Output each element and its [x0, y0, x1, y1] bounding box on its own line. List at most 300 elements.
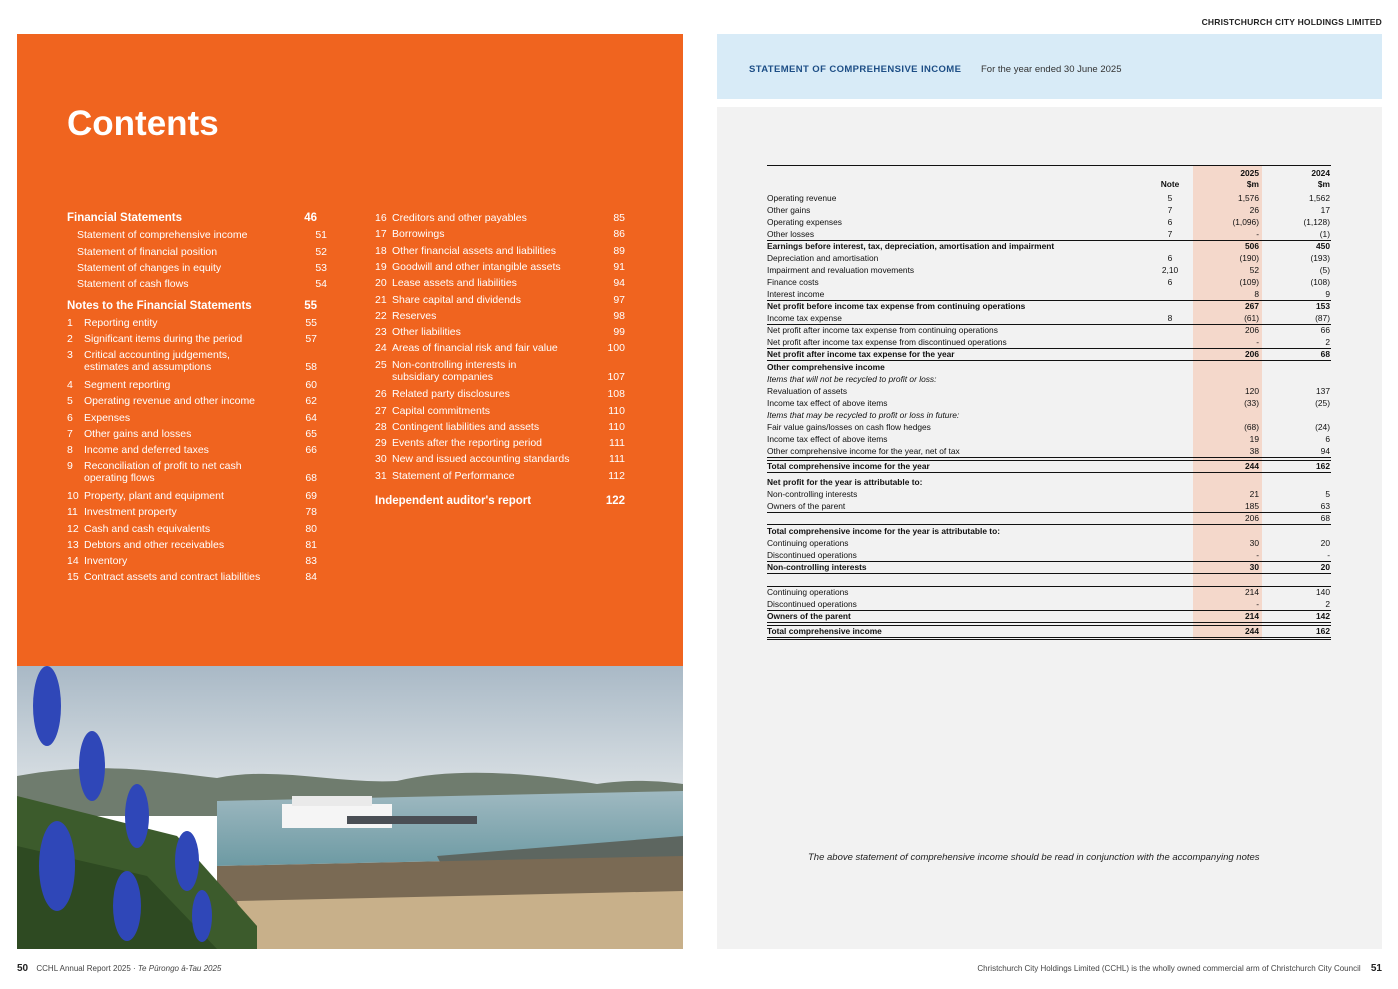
col-header-2024: 2024 [1311, 168, 1330, 178]
table-rule [767, 348, 1331, 349]
toc-entry-label-line: Contract assets and contract liabilities [84, 571, 261, 584]
toc-entry-page: 64 [305, 411, 317, 424]
toc-entry-label [392, 212, 595, 224]
toc-entry-number: 10 [67, 489, 79, 502]
row-value-2025: 506 [1245, 241, 1259, 251]
row-label: Non-controlling interests [767, 489, 858, 499]
toc-entry[interactable] [67, 444, 317, 456]
toc-entry-label [84, 333, 287, 345]
row-value-2025: - [1256, 229, 1259, 239]
toc-entry-label [392, 261, 595, 273]
toc-entry-label [84, 523, 287, 535]
statement-row [767, 625, 1331, 637]
toc-entry-page: 81 [305, 538, 317, 551]
row-label: Operating expenses [767, 217, 842, 227]
statement-row [767, 348, 1331, 360]
toc-entry-label-line: Other financial assets and liabilities [392, 244, 557, 257]
toc-entry-number: 26 [375, 388, 387, 401]
toc-entry[interactable] [67, 428, 317, 440]
row-label: Depreciation and amortisation [767, 253, 879, 263]
toc-entry-page: 111 [609, 453, 625, 466]
row-value-2024: 20 [1320, 538, 1330, 548]
toc-entry-label [392, 453, 595, 465]
toc-entry-label [84, 460, 287, 484]
toc-entry-number: 1 [67, 316, 73, 329]
toc-entry-page: 98 [613, 309, 625, 322]
toc-entry[interactable] [67, 539, 317, 551]
toc-entry-label [67, 212, 287, 224]
toc-entry-label-line: Operating revenue and other income [84, 395, 256, 408]
row-value-2025: 206 [1245, 349, 1259, 359]
statement-row [767, 336, 1331, 348]
toc-entry-page: 62 [305, 395, 317, 408]
toc-entry-label [67, 300, 287, 312]
row-label: Other comprehensive income [767, 362, 885, 372]
row-label: Income tax effect of above items [767, 398, 888, 408]
row-value-2025: 206 [1245, 513, 1259, 523]
row-note: 2,10 [1161, 265, 1179, 275]
toc-entry-page: 85 [613, 212, 625, 224]
toc-entry-label-line: Independent auditor's report [375, 495, 532, 507]
statement-title: STATEMENT OF COMPREHENSIVE INCOME [749, 64, 962, 75]
table-header-row-units [767, 178, 1331, 190]
toc-entry-label-line: Inventory [84, 555, 128, 568]
toc-entry[interactable] [67, 317, 317, 329]
table-top-rule [767, 165, 1331, 166]
row-value-2025: 52 [1249, 265, 1259, 275]
toc-entry-label-line: Financial Statements [67, 212, 183, 224]
table-rule [767, 460, 1331, 461]
toc-entry[interactable] [67, 246, 327, 258]
toc-entry-page: 100 [607, 342, 625, 355]
toc-entry[interactable] [67, 229, 327, 241]
row-note: 5 [1167, 193, 1173, 203]
toc-entry-label [84, 379, 287, 391]
statement-row [767, 312, 1331, 324]
toc-entry-number: 6 [67, 411, 73, 424]
row-label: Income tax effect of above items [767, 434, 888, 444]
row-value-2025: 21 [1249, 489, 1259, 499]
toc-entry[interactable] [375, 359, 625, 383]
statement-row [767, 421, 1331, 433]
col-header-note: Note [1160, 179, 1180, 189]
toc-entry-label-line: Share capital and dividends [392, 293, 522, 306]
toc-entry-label-line: Reconciliation of profit to net cash [84, 460, 242, 473]
toc-entry-number: 5 [67, 395, 73, 408]
row-value-2024: 9 [1325, 289, 1330, 299]
toc-entry[interactable] [67, 278, 327, 290]
statement-row [767, 409, 1331, 421]
toc-entry-number: 27 [375, 404, 387, 417]
toc-entry-label [84, 555, 287, 567]
toc-entry-label-line: Reporting entity [84, 316, 158, 329]
toc-entry[interactable] [375, 228, 625, 240]
toc-entry[interactable] [375, 310, 625, 322]
row-value-2024: (193) [1310, 253, 1330, 263]
toc-entry-number: 24 [375, 342, 387, 355]
toc-entry-page: 51 [315, 229, 327, 242]
footer-right [977, 963, 1382, 974]
toc-entry-label [77, 229, 297, 241]
toc-entry-label [84, 506, 287, 518]
row-label: Fair value gains/losses on cash flow hedges [767, 422, 931, 432]
contents-panel [17, 34, 683, 666]
row-value-2025: (33) [1244, 398, 1259, 408]
toc-entry[interactable] [375, 342, 625, 354]
toc-entry-label-line: Creditors and other payables [392, 212, 527, 224]
toc-entry-label [84, 571, 287, 583]
toc-entry-page: 83 [305, 555, 317, 568]
toc-entry-number: 19 [375, 260, 387, 273]
row-value-2024: 68 [1320, 349, 1330, 359]
statement-row [767, 373, 1331, 385]
statement-row [767, 586, 1331, 598]
toc-entry[interactable] [67, 395, 317, 407]
toc-entry-label-line: Notes to the Financial Statements [67, 299, 252, 312]
toc-entry-page: 89 [613, 244, 625, 257]
toc-entry-number: 4 [67, 378, 73, 391]
row-value-2024: 142 [1316, 611, 1330, 621]
statement-row [767, 216, 1331, 228]
toc-entry-label [84, 412, 287, 424]
table-rule [767, 472, 1331, 473]
row-value-2025: 267 [1245, 301, 1259, 311]
toc-entry-label-line: Critical accounting judgements, [84, 349, 230, 362]
statement-row [767, 361, 1331, 373]
toc-entry-label [84, 539, 287, 551]
row-value-2024: 66 [1320, 325, 1330, 335]
toc-entry-page: 86 [613, 228, 625, 241]
toc-entry-number: 20 [375, 277, 387, 290]
row-value-2025: (61) [1244, 313, 1259, 323]
statement-title-band [717, 34, 1382, 99]
toc-entry-label-line: Areas of financial risk and fair value [392, 342, 558, 355]
toc-entry[interactable] [375, 470, 625, 482]
row-label: Other losses [767, 229, 815, 239]
row-value-2024: 20 [1320, 562, 1330, 572]
statement-row [767, 324, 1331, 336]
footer-report-title-maori: Te Pūrongo ā-Tau 2025 [137, 964, 222, 973]
row-value-2024: 153 [1316, 301, 1330, 311]
toc-section[interactable] [67, 212, 317, 224]
row-note: 6 [1167, 217, 1173, 227]
statement-row [767, 488, 1331, 500]
toc-entry-label-line: Expenses [84, 411, 131, 424]
row-value-2024: 450 [1316, 241, 1330, 251]
page-number-right: 51 [1370, 963, 1382, 974]
toc-entry[interactable] [67, 506, 317, 518]
row-value-2025: 244 [1245, 461, 1259, 471]
statement-row [767, 264, 1331, 276]
toc-entry-label-line: Events after the reporting period [392, 437, 543, 450]
row-label: Net profit for the year is attributable to: [767, 477, 923, 487]
toc-entry-label-line: Related party disclosures [392, 388, 510, 401]
toc-entry-page: 55 [304, 299, 317, 312]
toc-entry[interactable] [375, 453, 625, 465]
row-value-2024: 68 [1320, 513, 1330, 523]
toc-entry[interactable] [375, 437, 625, 449]
row-label: Items that will not be recycled to profit or loss: [767, 374, 937, 384]
row-label: Operating revenue [767, 193, 837, 203]
toc-entry-number: 11 [67, 506, 78, 519]
toc-entry-page: 91 [613, 260, 625, 273]
row-value-2025: 214 [1245, 587, 1259, 597]
row-label: Net profit after income tax expense for the year [767, 349, 955, 359]
row-value-2024: 140 [1316, 587, 1330, 597]
toc-entry-label [392, 310, 595, 322]
toc-entry[interactable] [67, 412, 317, 424]
statement-row [767, 385, 1331, 397]
toc-entry-number: 9 [67, 460, 73, 473]
toc-entry[interactable] [375, 294, 625, 306]
toc-entry-number: 31 [375, 469, 387, 482]
table-rule [767, 240, 1331, 241]
toc-entry-label [392, 342, 595, 354]
toc-entry-label-line: Borrowings [392, 228, 445, 241]
toc-section[interactable] [375, 495, 625, 507]
statement-row [767, 433, 1331, 445]
statement-row [767, 598, 1331, 610]
toc-entry[interactable] [375, 277, 625, 289]
toc-entry-page: 69 [305, 489, 317, 502]
statement-footnote: The above statement of comprehensive income should be read in conjunction with the accompanying notes [808, 852, 1260, 863]
toc-entry-page: 60 [305, 378, 317, 391]
toc-entry-label [392, 245, 595, 257]
row-value-2025: - [1256, 550, 1259, 560]
contents-title: Contents [67, 104, 219, 143]
row-label: Continuing operations [767, 587, 849, 597]
toc-entry-label-line: New and issued accounting standards [392, 453, 570, 466]
row-label: Income tax expense [767, 313, 842, 323]
row-value-2024: (24) [1315, 422, 1330, 432]
row-value-2025: (190) [1239, 253, 1259, 263]
toc-entry-number: 3 [67, 349, 73, 362]
page-number-left: 50 [17, 963, 29, 974]
toc-entry-page: 110 [608, 404, 625, 417]
row-value-2025: 206 [1245, 325, 1259, 335]
toc-entry-label-line: Significant items during the period [84, 333, 243, 346]
statement-row [767, 537, 1331, 549]
toc-entry[interactable] [375, 326, 625, 338]
toc-entry-page: 66 [305, 444, 317, 457]
row-label: Net profit after income tax expense from discontinued operations [767, 337, 1007, 347]
toc-entry-label [392, 228, 595, 240]
toc-entry-label [392, 388, 595, 400]
statement-row [767, 204, 1331, 216]
toc-entry-label-line: Investment property [84, 506, 177, 519]
toc-entry[interactable] [375, 245, 625, 257]
toc-entry[interactable] [67, 349, 317, 373]
statement-row [767, 512, 1331, 524]
row-label: Other comprehensive income for the year, net of tax [767, 446, 960, 456]
toc-entry-label-line: Property, plant and equipment [84, 489, 224, 502]
row-value-2025: - [1256, 337, 1259, 347]
toc-entry-page: 46 [304, 212, 317, 224]
toc-entry[interactable] [67, 523, 317, 535]
row-value-2025: (109) [1239, 277, 1259, 287]
row-value-2024: (1,128) [1303, 217, 1330, 227]
toc-entry-label-line: Reserves [392, 309, 437, 322]
row-label: Earnings before interest, tax, depreciation, amortisation and impairment [767, 241, 1055, 251]
row-label: Net profit after income tax expense from continuing operations [767, 325, 998, 335]
toc-entry-page: 111 [609, 437, 625, 450]
toc-entry-page: 65 [305, 427, 317, 440]
row-value-2025: 26 [1249, 205, 1259, 215]
toc-entry-number: 22 [375, 309, 387, 322]
table-rule [767, 625, 1331, 626]
row-label: Owners of the parent [767, 501, 846, 511]
row-value-2025: 30 [1249, 538, 1259, 548]
statement-row [767, 288, 1331, 300]
row-value-2025: 120 [1245, 386, 1259, 396]
statement-row [767, 397, 1331, 409]
toc-entry-label-line: Contingent liabilities and assets [392, 420, 540, 433]
row-value-2024: 5 [1325, 489, 1330, 499]
toc-column-1 [67, 212, 327, 612]
row-value-2024: 162 [1316, 626, 1330, 636]
statement-row [767, 460, 1331, 472]
row-label: Interest income [767, 289, 825, 299]
row-value-2024: 137 [1316, 386, 1330, 396]
toc-entry[interactable] [67, 460, 317, 484]
statement-row [767, 561, 1331, 573]
toc-entry-page: 78 [305, 506, 317, 519]
toc-entry-label [392, 326, 595, 338]
toc-entry-label [84, 317, 287, 329]
row-label: Impairment and revaluation movements [767, 265, 915, 275]
toc-entry-label [84, 395, 287, 407]
toc-entry-page: 122 [605, 495, 625, 507]
row-value-2024: 162 [1316, 461, 1330, 471]
row-label: Net profit before income tax expense from continuing operations [767, 301, 1026, 311]
toc-entry-page: 108 [607, 388, 625, 401]
toc-entry-number: 14 [67, 555, 79, 568]
toc-entry-label [392, 437, 595, 449]
row-label: Total comprehensive income for the year is attributable to: [767, 526, 1000, 536]
toc-entry-label [392, 470, 595, 482]
row-note: 7 [1167, 205, 1173, 215]
toc-entry-page: 52 [315, 245, 327, 258]
toc-entry-label [392, 421, 595, 433]
toc-entry-number: 23 [375, 326, 387, 339]
toc-entry[interactable] [67, 490, 317, 502]
row-label: Total comprehensive income for the year [767, 461, 930, 471]
table-rule [767, 457, 1331, 458]
statement-row [767, 276, 1331, 288]
toc-entry[interactable] [375, 421, 625, 433]
row-value-2025: - [1256, 599, 1259, 609]
statement-row [767, 252, 1331, 264]
toc-entry-page: 58 [305, 361, 317, 374]
toc-entry-page: 97 [613, 293, 625, 306]
toc-entry-label [77, 246, 297, 258]
row-value-2024: (87) [1315, 313, 1330, 323]
toc-entry[interactable] [375, 261, 625, 273]
statement-row [767, 610, 1331, 622]
toc-entry[interactable] [67, 333, 317, 345]
toc-entry-number: 13 [67, 538, 79, 551]
statement-row [767, 192, 1331, 204]
toc-entry-number: 7 [67, 427, 73, 440]
row-label: Continuing operations [767, 538, 849, 548]
toc-entry-page: 53 [315, 261, 327, 274]
toc-entry-page: 110 [608, 420, 625, 433]
toc-entry-label [84, 349, 287, 373]
table-rule [767, 300, 1331, 301]
toc-entry-page: 57 [305, 333, 317, 346]
toc-entry[interactable] [375, 388, 625, 400]
toc-entry-page: 99 [613, 326, 625, 339]
toc-entry-page: 80 [305, 522, 317, 535]
row-label: Items that may be recycled to profit or loss in future: [767, 410, 960, 420]
toc-entry[interactable] [375, 212, 625, 224]
row-value-2024: 6 [1325, 434, 1330, 444]
toc-entry-number: 15 [67, 571, 79, 584]
toc-entry-page: 112 [608, 469, 625, 482]
row-value-2025: 185 [1245, 501, 1259, 511]
toc-entry[interactable] [67, 571, 317, 583]
footer-report-title: CCHL Annual Report 2025 · [36, 964, 138, 973]
toc-entry-label [77, 262, 297, 274]
row-value-2025: 30 [1249, 562, 1259, 572]
toc-entry-label-line: Cash and cash equivalents [84, 522, 211, 535]
table-rule [767, 622, 1331, 623]
row-value-2025: 244 [1245, 626, 1259, 636]
toc-entry-page: 68 [305, 472, 317, 485]
row-value-2025: (68) [1244, 422, 1259, 432]
toc-entry[interactable] [67, 262, 327, 274]
toc-entry[interactable] [67, 555, 317, 567]
col-header-2025: 2025 [1240, 168, 1259, 178]
row-label: Owners of the parent [767, 611, 851, 621]
toc-entry-number: 8 [67, 444, 73, 457]
toc-entry-number: 12 [67, 522, 79, 535]
row-label: Finance costs [767, 277, 819, 287]
row-value-2024: (1) [1319, 229, 1330, 239]
statement-row [767, 300, 1331, 312]
footer-company-note: Christchurch City Holdings Limited (CCHL) is the wholly owned commercial arm of Christchurch City Council [977, 964, 1361, 973]
toc-entry-number: 25 [375, 358, 387, 371]
toc-entry-label-line: Segment reporting [84, 378, 171, 391]
toc-entry-label-line: subsidiary companies [392, 370, 493, 383]
toc-entry-label-line: Statement of financial position [77, 245, 218, 258]
toc-entry[interactable] [375, 405, 625, 417]
toc-entry-page: 84 [305, 571, 317, 584]
row-value-2025: 214 [1245, 611, 1259, 621]
row-value-2024: (5) [1319, 265, 1330, 275]
statement-row [767, 228, 1331, 240]
toc-entry-number: 17 [375, 228, 387, 241]
row-value-2024: 63 [1320, 501, 1330, 511]
row-value-2025: (1,096) [1232, 217, 1259, 227]
toc-section[interactable] [67, 300, 317, 312]
toc-entry-label [392, 359, 595, 383]
toc-entry-page: 94 [613, 277, 625, 290]
toc-entry[interactable] [67, 379, 317, 391]
toc-entry-label [392, 405, 595, 417]
footer-left [17, 963, 221, 974]
toc-entry-label-line: Other gains and losses [84, 427, 192, 440]
harbour-photo [17, 666, 683, 949]
row-label: Other gains [767, 205, 811, 215]
row-value-2024: 17 [1320, 205, 1330, 215]
toc-entry-number: 18 [375, 244, 387, 257]
statement-row [767, 549, 1331, 561]
col-header-unit-2025: $m [1246, 179, 1259, 189]
row-note: 8 [1167, 313, 1173, 323]
statement-row [767, 500, 1331, 512]
row-note: 7 [1167, 229, 1173, 239]
